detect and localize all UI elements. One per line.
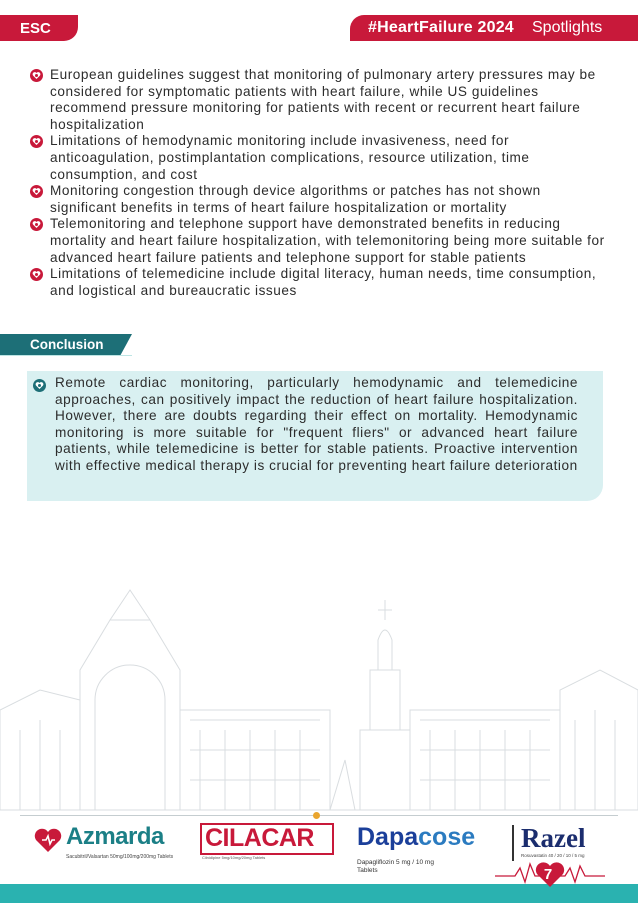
heart-bullet-icon — [30, 185, 43, 198]
esc-label: ESC — [20, 20, 51, 37]
dapacose-name-part2: cose — [418, 823, 476, 851]
cilacar-name: CILACAR — [205, 824, 314, 852]
city-sketch-background — [0, 560, 638, 830]
razel-composition: Rosuvastatin 40 / 20 / 10 / 5 mg — [521, 853, 585, 858]
razel-name: Razel — [521, 823, 586, 853]
azmarda-heart-icon — [33, 825, 63, 855]
list-item — [30, 266, 610, 299]
page-number: 7 — [543, 866, 553, 883]
key-points-list — [30, 67, 610, 299]
list-item — [30, 67, 610, 133]
azmarda-name: Azmarda — [66, 823, 164, 850]
heart-bullet-icon — [30, 135, 43, 148]
dapacose-name-part1: Dapa — [357, 823, 419, 851]
list-item-text: Telemonitoring and telephone support have demonstrated benefits in reducing mortality and heart failure hospitalization, with telemonitoring being more suitable for advanced heart failure patients and telephone support for stable patients — [50, 216, 605, 265]
conclusion-heading: Conclusion — [30, 337, 104, 352]
azmarda-logo — [33, 823, 193, 871]
spotlight-header — [350, 15, 638, 41]
list-item-text: European guidelines suggest that monitoring of pulmonary artery pressures may be considered for symptomatic patients with heart failure, while US guidelines recommend pressure monitoring for patients with recent or recurrent heart failure hospitalization — [50, 67, 596, 132]
heart-bullet-icon — [30, 268, 43, 281]
spotlight-hashtag: #HeartFailure 2024 — [368, 19, 514, 36]
conclusion-divider — [0, 355, 132, 356]
conclusion-tab — [0, 334, 132, 356]
list-item — [30, 133, 610, 183]
list-item — [30, 183, 610, 216]
footer-divider-dot — [313, 812, 320, 819]
azmarda-composition: Sacubitril/Valsartan 50mg/100mg/200mg Tablets — [66, 854, 174, 860]
dapacose-composition: Dapagliflozin 5 mg / 10 mg Tablets — [357, 859, 434, 874]
brand-separator — [512, 825, 514, 861]
esc-tag — [0, 15, 78, 41]
conclusion-box — [27, 371, 603, 501]
heart-bullet-icon — [30, 218, 43, 231]
heart-bullet-icon — [33, 379, 46, 392]
list-item-text: Monitoring congestion through device algorithms or patches has not shown significant benefits in terms of heart failure hospitalization or mortality — [50, 183, 541, 215]
dapacose-logo — [357, 823, 507, 879]
cilacar-logo — [200, 823, 334, 871]
conclusion-text: Remote cardiac monitoring, particularly hemodynamic and telemedicine approaches, can positively impact the reduction of heart failure hospitalization. However, there are doubts regarding their effect on mortality. Hemodynamic monitoring is more suitable for "frequent fliers" or advanced heart failure patients, while telemedicine is better for stable patients. Proactive intervention with effective medical therapy is crucial for preventing heart failure deterioration — [55, 375, 578, 473]
list-item — [30, 216, 610, 266]
dapacose-name — [357, 823, 475, 852]
heart-bullet-icon — [30, 69, 43, 82]
cilacar-composition: Cilnidipine 5mg/10mg/20mg Tablets — [202, 855, 266, 860]
list-item-text: Limitations of telemedicine include digital literacy, human needs, time consumption, and logistical and bureaucratic issues — [50, 266, 597, 298]
spotlight-suffix: Spotlights — [532, 19, 603, 36]
list-item-text: Limitations of hemodynamic monitoring include invasiveness, need for anticoagulation, postimplantation complications, resource utilization, time consumption, and cost — [50, 133, 530, 182]
